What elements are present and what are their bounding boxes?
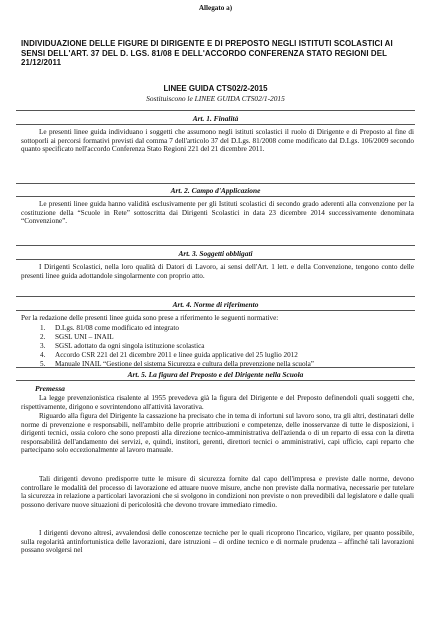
- section-divider: [16, 310, 415, 311]
- section-text-art2: Le presenti linee guida hanno validità esclusivamente per gli Istituti scolastici di secondo grado aderenti alla convenzione per la costituzione della “Scuole in Rete” sottoscritta dai Dirigenti Scolastici in data 23 dicembre 2014 successivamente denominata “Convenzione”.: [21, 200, 414, 226]
- section-heading-art4: Art. 4. Norme di riferimento: [172, 300, 259, 309]
- document-title: INDIVIDUAZIONE DELLE FIGURE DI DIRIGENTE E DI PREPOSTO NEGLI ISTITUTI SCOLASTICI AI SENSI DELL'ART. 37 DEL D. LGS. 81/08 E DELL'ACCORDO CONFERENZA STATO REGIONI DEL 21/12/2011: [21, 39, 393, 68]
- attachment-label: Allegato a): [198, 4, 233, 12]
- section-text-art3: I Dirigenti Scolastici, nella loro qualità di Datori di Lavoro, ai sensi dell'Art. 1 lett. e della Convenzione, tengono conto delle presenti linee guida adottandole singolarmente con proprio atto.: [21, 263, 414, 280]
- list-item-text: D.Lgs. 81/08 come modificato ed integrato: [55, 324, 179, 332]
- section-heading-art3: Art. 3. Soggetti obbligati: [178, 249, 253, 258]
- section-divider: [16, 196, 415, 197]
- list-item: [21, 342, 414, 351]
- list-item: [21, 333, 414, 342]
- paragraph: La legge prevenzionistica risalente al 1955 prevedeva già la figura del Dirigente e del Preposto definendoli quali soggetti che, rispettivamente, dirigono e sovrintendono all'attività lavorativa.: [21, 394, 414, 411]
- list-item-text: Accordo CSR 221 del 21 dicembre 2011 e linee guida applicative del 25 luglio 2012: [55, 350, 298, 359]
- list-item: [21, 324, 414, 333]
- list-item-text: SGSL adottato da ogni singola istituzione scolastica: [55, 341, 205, 350]
- section-divider: [16, 380, 415, 381]
- section-divider: [16, 367, 415, 368]
- guidelines-subtitle: Sostituiscono le LINEE GUIDA CTS02/1-2015: [146, 94, 285, 103]
- paragraph: Tali dirigenti devono predisporre tutte le misure di sicurezza fornite dal capo dell'impresa e previste dalle norme, devono controllare le modalità del processo di lavorazione ed attuare nuove misure, anche non previste dalla normativa, necessarie per tutelare la sicurezza in relazione a particolari lavorazioni che si svolgono in condizioni non previste o non prevedibili dal legislatore e dalle quali possono derivare nuove situazioni di pericolosità che devono trovare immediato rimedio.: [21, 475, 414, 509]
- list-item-text: SGSL UNI – INAIL: [55, 332, 114, 341]
- list-item-number: 5.: [40, 359, 46, 368]
- section-divider: [16, 183, 415, 184]
- guidelines-title: LINEE GUIDA CTS02/2-2015: [163, 84, 268, 93]
- section-divider: [16, 124, 415, 125]
- section-intro-art4: Per la redazione delle presenti linee guida sono prese a riferimento le seguenti normative:: [21, 314, 279, 322]
- references-list: [21, 324, 414, 368]
- list-item-number: 4.: [40, 350, 46, 359]
- section-divider: [16, 259, 415, 260]
- section-heading-art5: Art. 5. La figura del Preposto e del Dirigente nella Scuola: [127, 370, 304, 379]
- list-item-number: 3.: [40, 341, 46, 350]
- section-divider: [16, 245, 415, 246]
- list-item-text: Manuale INAIL “Gestione del sistema Sicurezza e cultura della prevenzione nella scuola”: [55, 359, 314, 368]
- paragraph: Riguardo alla figura del Dirigente la cassazione ha precisato che in tema di infortuni sul lavoro sono, tra gli altri, destinatari delle norme di prevenzione e responsabili, nell'ambito delle proprie attribuzioni e competenze, delle inosservanze di tutte le disposizioni, i dirigenti tecnici, ossia coloro che sono preposti alla direzione tecnico-amministrativa dell'azienda o di un reparto di essa con la diretta responsabilità dell'andamento dei servizi, e, quindi, institori, gerenti, direttori tecnici o amministrativi, capi ufficio, capi reparto che partecipano solo eccezionalmente al lavoro manuale.: [21, 412, 414, 455]
- section-text-art1: Le presenti linee guida individuano i soggetti che assumono negli istituti scolastici il ruolo di Dirigente e di Preposto al fine di sottoporli ai percorsi formativi previsti dal comma 7 dell'articolo 37 del D.Lgs. 81/2008 come modificato dal D.Lgs. 106/2009 secondo quanto specificato nell'accordo Conferenza Stato Regioni 221 del 21 dicembre 2011.: [21, 128, 414, 154]
- list-item: [21, 351, 414, 360]
- section-divider: [16, 296, 415, 297]
- list-item-number: 2.: [40, 332, 46, 341]
- paragraph: I dirigenti devono altresì, avvalendosi delle conoscenze tecniche per le quali ricoprono l'incarico, vigilare, per quanto possibile, sulla regolarità antinfortunistica delle lavorazioni, dare istruzioni – di ordine tecnico e di normale prudenza – affinché tali lavorazioni possano svolgersi nel: [21, 529, 414, 555]
- section-heading-art2: Art. 2. Campo d'Applicazione: [170, 186, 261, 195]
- subsection-heading-premessa: Premessa: [35, 384, 65, 393]
- section-divider: [16, 110, 415, 111]
- section-heading-art1: Art. 1. Finalità: [192, 114, 239, 123]
- list-item-number: 1.: [40, 324, 46, 332]
